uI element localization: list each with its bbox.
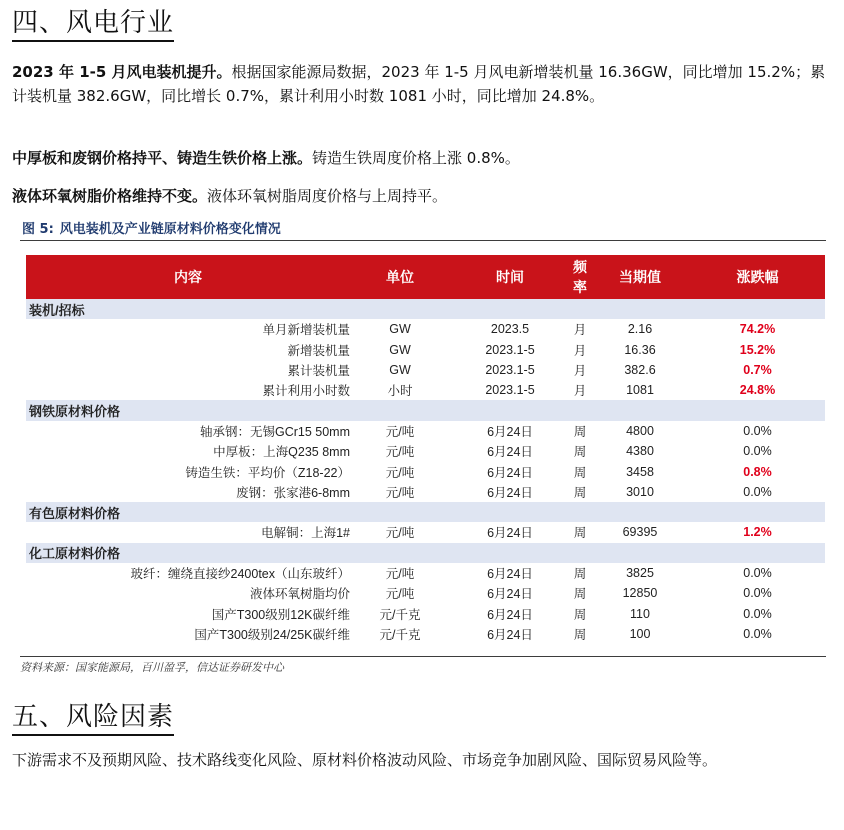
cell-value: 4380	[626, 444, 654, 459]
cell-change: 24.8%	[739, 383, 776, 398]
cell-unit: 元/吨	[385, 465, 415, 480]
cell-freq: 月	[573, 384, 587, 399]
cell-item: 电解铜：上海1#	[261, 526, 350, 541]
table-body	[26, 299, 825, 644]
header-unit: 单位	[350, 255, 450, 299]
cell-change: 15.2%	[739, 342, 776, 357]
cell-item: 中厚板：上海Q235 8mm	[213, 445, 350, 460]
cell-time: 6月24日	[487, 445, 533, 460]
table-row	[26, 624, 825, 644]
cell-change: 0.8%	[743, 464, 772, 479]
cell-unit: GW	[389, 322, 411, 337]
figure-title: 风电装机及产业链原材料价格变化情况	[59, 222, 281, 237]
cell-change: 0.0%	[743, 626, 772, 641]
cell-value: 3458	[626, 464, 654, 479]
cell-unit: 元/吨	[385, 526, 415, 541]
cell-freq: 周	[573, 445, 587, 460]
section-label: 钢铁原材料价格	[26, 400, 825, 420]
cell-value: 1081	[626, 383, 654, 398]
source-note: 资料来源：国家能源局，百川盈孚，信达证券研发中心	[20, 661, 284, 674]
cell-freq: 月	[573, 343, 587, 358]
table-row	[26, 603, 825, 623]
table-row	[26, 380, 825, 400]
cell-freq: 周	[573, 607, 587, 622]
cell-time: 2023.1-5	[485, 383, 535, 398]
cell-item: 国产T300级别24/25K碳纤维	[194, 627, 350, 642]
table-section-row	[26, 543, 825, 563]
cell-time: 6月24日	[487, 485, 533, 500]
cell-time: 2023.1-5	[485, 363, 535, 378]
table-row	[26, 319, 825, 339]
cell-unit: 元/吨	[385, 424, 415, 439]
paragraph-body: 铸造生铁周度价格上涨 0.8%。	[312, 149, 520, 167]
cell-unit: 元/吨	[385, 485, 415, 500]
header-value: 当期值	[590, 255, 690, 299]
paragraph-lead: 液体环氧树脂价格维持不变。	[12, 187, 208, 205]
cell-value: 2.16	[627, 322, 653, 337]
paragraph-body: 根据国家能源局数据，2023 年 1-5 月风电新增装机量 16.36GW，同比增加 15.2%；累计装机量 382.6GW，同比增长 0.7%，累计利用小时数 1081 小时，同比增加 24.8%。	[12, 63, 826, 105]
source-rule	[20, 656, 826, 657]
header-change: 涨跌幅	[690, 255, 825, 299]
header-frequency: 频率	[570, 255, 590, 299]
table-header-row	[26, 255, 825, 299]
cell-freq: 周	[573, 485, 587, 500]
section-heading-wind-power: 四、风电行业	[12, 6, 174, 42]
cell-unit: 元/吨	[385, 445, 415, 460]
cell-item: 铸造生铁：平均价（Z18-22）	[185, 465, 350, 480]
table-row	[26, 340, 825, 360]
cell-time: 6月24日	[487, 567, 533, 581]
cell-change: 0.0%	[743, 566, 772, 580]
cell-value: 110	[630, 606, 650, 621]
table-section-row	[26, 400, 825, 420]
cell-unit: 元/吨	[385, 567, 415, 581]
cell-value: 12850	[622, 586, 658, 601]
cell-item: 液体环氧树脂均价	[249, 587, 350, 602]
cell-value: 382.6	[624, 363, 656, 378]
table-row	[26, 583, 825, 603]
header-time: 时间	[450, 255, 570, 299]
cell-item: 玻纤：缠绕直接纱2400tex（山东玻纤）	[130, 567, 350, 581]
figure-label: 图 5:	[22, 222, 54, 237]
cell-change: 0.7%	[743, 363, 772, 378]
cell-item: 累计装机量	[287, 364, 350, 379]
cell-change: 0.0%	[743, 444, 772, 459]
paragraph-lead: 2023 年 1-5 月风电装机提升。	[12, 63, 232, 81]
table-row	[26, 522, 825, 542]
cell-value: 100	[629, 626, 651, 641]
cell-unit: 小时	[387, 384, 413, 399]
table-row	[26, 482, 825, 502]
cell-unit: 元/千克	[379, 627, 421, 642]
cell-time: 2023.5	[490, 322, 530, 337]
section-label: 装机/招标	[26, 299, 825, 319]
cell-time: 6月24日	[487, 465, 533, 480]
paragraph-body: 液体环氧树脂周度价格与上周持平。	[207, 187, 448, 205]
cell-time: 6月24日	[487, 587, 533, 602]
section-heading-risks: 五、风险因素	[12, 700, 174, 736]
cell-item: 国产T300级别12K碳纤维	[211, 607, 350, 622]
table-section-row	[26, 299, 825, 319]
cell-time: 6月24日	[487, 607, 533, 622]
paragraph-installations	[12, 60, 834, 108]
cell-change: 0.0%	[743, 423, 772, 438]
cell-freq: 周	[573, 526, 587, 541]
table-row	[26, 441, 825, 461]
cell-change: 0.0%	[743, 606, 772, 621]
cell-freq: 周	[573, 465, 587, 480]
price-table	[26, 255, 825, 644]
section-label: 有色原材料价格	[26, 502, 825, 522]
cell-change: 74.2%	[739, 322, 776, 337]
cell-unit: 元/吨	[385, 587, 415, 602]
cell-time: 6月24日	[487, 627, 533, 642]
cell-value: 16.36	[624, 342, 656, 357]
cell-freq: 周	[573, 567, 587, 581]
table-row	[26, 421, 825, 441]
cell-unit: GW	[389, 363, 411, 378]
cell-item: 累计利用小时数	[262, 384, 350, 399]
cell-item: 轴承钢：无锡GCr15 50mm	[199, 424, 350, 439]
cell-change: 0.0%	[743, 586, 772, 601]
cell-change: 1.2%	[743, 525, 772, 540]
table-section-row	[26, 502, 825, 522]
figure-caption	[22, 218, 287, 237]
table-row	[26, 461, 825, 481]
paragraph-risks: 下游需求不及预期风险、技术路线变化风险、原材料价格波动风险、市场竞争加剧风险、国际贸易风险等。	[12, 751, 718, 769]
paragraph-epoxy	[12, 184, 834, 208]
paragraph-lead: 中厚板和废钢价格持平、铸造生铁价格上涨。	[12, 149, 313, 167]
cell-unit: 元/千克	[379, 607, 421, 622]
cell-freq: 周	[573, 424, 587, 439]
table-row	[26, 563, 825, 583]
cell-time: 6月24日	[487, 526, 533, 541]
table-row	[26, 360, 825, 380]
cell-item: 新增装机量	[287, 343, 350, 358]
cell-value: 69395	[622, 525, 658, 540]
section-label: 化工原材料价格	[26, 543, 825, 563]
cell-change: 0.0%	[743, 484, 772, 499]
cell-value: 4800	[626, 423, 654, 438]
cell-time: 6月24日	[487, 424, 533, 439]
cell-freq: 周	[573, 627, 587, 642]
paragraph-steel	[12, 146, 834, 170]
cell-time: 2023.1-5	[485, 342, 535, 357]
cell-item: 废钢：张家港6-8mm	[236, 485, 350, 500]
cell-unit: GW	[389, 342, 411, 357]
cell-freq: 周	[573, 587, 587, 602]
figure-top-rule	[20, 240, 826, 241]
cell-value: 3010	[626, 484, 654, 499]
header-item: 内容	[26, 255, 350, 299]
cell-value: 3825	[626, 566, 654, 580]
cell-item: 单月新增装机量	[262, 323, 350, 338]
cell-freq: 月	[573, 323, 587, 338]
cell-freq: 月	[573, 364, 587, 379]
